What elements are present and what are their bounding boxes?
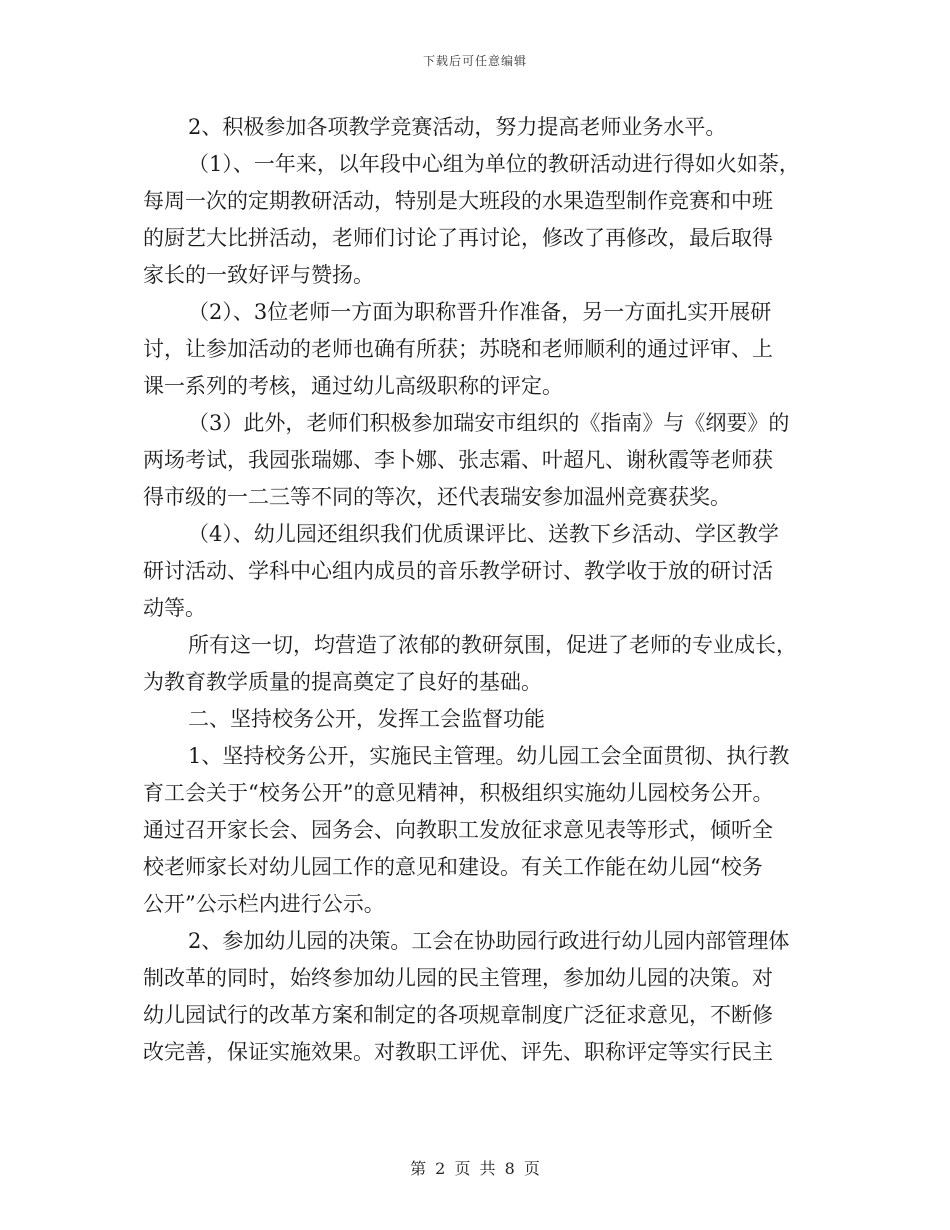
page-header: 下载后可任意编辑 [422, 54, 527, 68]
paragraph-line: 家长的一致好评与赞扬。 [143, 263, 374, 287]
paragraph-line: 校老师家长对幼儿园工作的意见和建设。有关工作能在幼儿园“校务 [143, 855, 763, 879]
paragraph-line: 育工会关于“校务公开”的意见精神，积极组织实施幼儿园校务公开。 [143, 781, 774, 805]
paragraph-line: 讨，让参加活动的老师也确有所获；苏晓和老师顺利的通过评审、上 [143, 337, 773, 361]
paragraph-line: 制改革的同时，始终参加幼儿园的民主管理，参加幼儿园的决策。对 [143, 966, 773, 990]
paragraph-line: 的厨艺大比拼活动，老师们讨论了再讨论，修改了再修改，最后取得 [143, 226, 773, 250]
paragraph-line: 为教育教学质量的提高奠定了良好的基础。 [143, 670, 542, 694]
paragraph-line: （3）此外，老师们积极参加瑞安市组织的《指南》与《纲要》的 [188, 411, 790, 435]
paragraph-line: 改完善，保证实施效果。对教职工评优、评先、职称评定等实行民主 [143, 1040, 773, 1064]
paragraph-line: （1）、一年来，以年段中心组为单位的教研活动进行得如火如荼， [188, 152, 800, 176]
paragraph-line: 课一系列的考核，通过幼儿高级职称的评定。 [143, 374, 563, 398]
page-number-footer: 第 2 页 共 8 页 [410, 1159, 540, 1178]
paragraph-line: 研讨活动、学科中心组内成员的音乐教学研讨、教学收于放的研讨活 [143, 559, 773, 583]
paragraph-line: 幼儿园试行的改革方案和制定的各项规章制度广泛征求意见，不断修 [143, 1003, 773, 1027]
section-heading: 二、坚持校务公开，发挥工会监督功能 [188, 707, 545, 731]
paragraph-line: 两场考试，我园张瑞娜、李卜娜、张志霜、叶超凡、谢秋霞等老师获 [143, 448, 773, 472]
paragraph-line: 通过召开家长会、园务会、向教职工发放征求意见表等形式，倾听全 [143, 818, 773, 842]
paragraph-line: 所有这一切，均营造了浓郁的教研氛围，促进了老师的专业成长， [188, 633, 797, 657]
paragraph-line: （4）、幼儿园还组织我们优质课评比、送教下乡活动、学区教学 [188, 522, 779, 546]
paragraph-line: （2）、3位老师一方面为职称晋升作准备，另一方面扎实开展研 [188, 300, 772, 324]
paragraph-line: 公开”公示栏内进行公示。 [143, 892, 385, 916]
paragraph-line: 得市级的一二三等不同的等次，还代表瑞安参加温州竞赛获奖。 [143, 485, 731, 509]
paragraph-line: 1、坚持校务公开，实施民主管理。幼儿园工会全面贯彻、执行教 [188, 744, 790, 768]
paragraph-line: 2、积极参加各项教学竞赛活动，努力提高老师业务水平。 [188, 115, 727, 139]
paragraph-line: 每周一次的定期教研活动，特别是大班段的水果造型制作竞赛和中班 [143, 189, 773, 213]
paragraph-line: 动等。 [143, 596, 206, 620]
paragraph-line: 2、参加幼儿园的决策。工会在协助园行政进行幼儿园内部管理体 [188, 929, 790, 953]
